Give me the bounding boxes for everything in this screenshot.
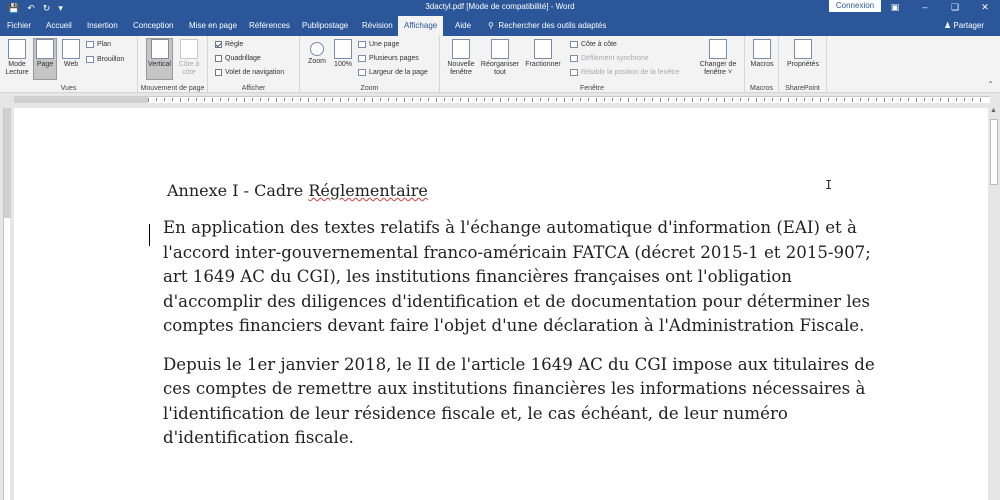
- ruler-tick: [772, 98, 773, 101]
- ruler-tick: [388, 98, 389, 101]
- ruler-tick: [788, 98, 789, 102]
- split-icon: [534, 39, 552, 59]
- ruler-tick: [436, 98, 437, 102]
- ruler-tick: [900, 98, 901, 101]
- ruler-tick: [276, 98, 277, 102]
- group-label-sharepoint: SharePoint: [785, 85, 820, 92]
- quadrillage-label: Quadrillage: [225, 55, 261, 62]
- ruler-tick: [612, 98, 613, 101]
- ruler-tick: [420, 98, 421, 101]
- ruler-tick: [692, 98, 693, 102]
- proprietes-button[interactable]: [785, 39, 821, 69]
- zoom-100-label: 100%: [334, 61, 352, 68]
- ruler-tick: [668, 98, 669, 101]
- tab-references[interactable]: Références: [249, 21, 290, 30]
- ruler-tick: [588, 98, 589, 101]
- ruler-tick: [956, 98, 957, 101]
- multiple-pages-icon: [358, 55, 366, 62]
- horizontal-ruler[interactable]: [0, 93, 1000, 105]
- ruler-tick: [708, 98, 709, 101]
- ruler-tick: [356, 98, 357, 101]
- group-afficher: [208, 36, 300, 93]
- largeur-label: Largeur de la page: [369, 69, 428, 76]
- side-by-side-icon: [180, 39, 198, 59]
- group-sharepoint: [779, 36, 827, 93]
- ruler-tick: [244, 98, 245, 102]
- plusieurs-pages-label: Plusieurs pages: [369, 55, 419, 62]
- retablir-label: Rétablir la position de la fenêtre: [581, 69, 680, 76]
- mouse-cursor-icon: I: [825, 178, 833, 192]
- ruler-tick: [948, 98, 949, 102]
- draft-icon: [86, 56, 94, 63]
- web-icon: [62, 39, 80, 59]
- ruler-tick: [972, 98, 973, 101]
- zoom-100-icon: [334, 39, 352, 59]
- undo-icon[interactable]: ↶: [27, 3, 35, 13]
- scroll-thumb[interactable]: [990, 119, 998, 185]
- ruler-tick: [716, 98, 717, 101]
- ruler-tick: [796, 98, 797, 101]
- ruler-tick: [468, 98, 469, 102]
- ruler-tick: [660, 98, 661, 102]
- ruler-tick: [444, 98, 445, 101]
- ruler-tick: [748, 98, 749, 101]
- ruler-tick: [764, 98, 765, 101]
- ruler-tick: [836, 98, 837, 101]
- group-label-zoom: Zoom: [360, 85, 379, 92]
- ruler-tick: [628, 98, 629, 102]
- une-page-label: Une page: [369, 41, 400, 48]
- group-label-mouvement: Mouvement de page: [140, 85, 205, 92]
- ruler-tick: [564, 98, 565, 102]
- proprietes-label: Propriétés: [787, 61, 819, 68]
- ruler-tick: [828, 98, 829, 101]
- ruler-tick: [820, 98, 821, 102]
- quadrillage-checkbox[interactable]: [215, 55, 261, 62]
- reorganiser-tout-button[interactable]: [480, 39, 520, 77]
- title-bar: [0, 0, 1000, 16]
- ruler-tick: [412, 98, 413, 101]
- checkbox-icon: [215, 69, 222, 76]
- maximize-icon[interactable]: ❑: [950, 2, 960, 12]
- ruler-tick: [924, 98, 925, 101]
- ruler-tick: [700, 98, 701, 101]
- document-heading: [167, 180, 893, 202]
- plan-icon: [86, 41, 94, 48]
- ruler-tick: [204, 98, 205, 101]
- ruler-tick: [500, 98, 501, 102]
- web-view-button[interactable]: [60, 39, 82, 69]
- checkbox-checked-icon: [215, 41, 222, 48]
- ruler-tick: [636, 98, 637, 101]
- ruler-tick: [732, 98, 733, 101]
- ruler-tick: [876, 98, 877, 101]
- ruler-tick: [212, 98, 213, 102]
- customize-icon[interactable]: ▾: [58, 3, 63, 13]
- ruler-tick: [516, 98, 517, 101]
- ruler-tick: [980, 98, 981, 102]
- ruler-tick: [532, 98, 533, 102]
- ruler-tick: [908, 98, 909, 101]
- ruler-tick: [964, 98, 965, 101]
- ruler-tick: [780, 98, 781, 101]
- book-icon: [8, 39, 26, 59]
- cote-a-cote-view-label: Côte à côte: [178, 61, 200, 76]
- tab-affichage[interactable]: Affichage: [398, 16, 443, 36]
- ruler-tick: [940, 98, 941, 101]
- group-label-macros: Macros: [750, 85, 773, 92]
- ruler-tick: [428, 98, 429, 101]
- group-fenetre: [440, 36, 745, 93]
- regle-label: Règle: [225, 41, 244, 48]
- reorganiser-label: Réorganiser tout: [480, 61, 520, 76]
- tab-mise-en-page[interactable]: Mise en page: [189, 21, 238, 30]
- ruler-tick: [252, 98, 253, 101]
- ruler-tick: [884, 98, 885, 102]
- ruler-tick: [652, 98, 653, 101]
- cote-a-cote-view-button[interactable]: [176, 39, 202, 77]
- page-label: Page: [36, 61, 54, 68]
- fractionner-label: Fractionner: [525, 61, 561, 68]
- heading-text: Annexe I - Cadre: [167, 181, 309, 200]
- page-icon: [36, 39, 54, 59]
- vertical-ruler[interactable]: [3, 108, 10, 500]
- zoom-button[interactable]: [304, 39, 330, 66]
- one-page-icon: [358, 41, 366, 48]
- cote-a-cote-button[interactable]: [570, 41, 617, 48]
- save-icon[interactable]: 💾: [8, 3, 20, 13]
- tab-revision[interactable]: Révision: [362, 21, 393, 30]
- ruler-tick: [180, 98, 181, 102]
- group-label-fenetre: Fenêtre: [579, 85, 605, 92]
- defilement-label: Défilement synchrone: [581, 55, 649, 62]
- reset-window-icon: [570, 69, 578, 76]
- window-controls: [880, 0, 1000, 16]
- paragraph-2: Depuis le 1er janvier 2018, le II de l'article 1649 AC du CGI impose aux titulaires de ces comptes de remettre aux institutions financières les informations nécessaires à l'identification de leur résidence fiscale et, le cas échéant, de leur numéro d'identification fiscale.: [163, 354, 875, 447]
- ruler-tick: [460, 98, 461, 101]
- minimize-icon[interactable]: –: [922, 2, 928, 12]
- ruler-tick: [548, 98, 549, 101]
- collapse-ribbon-icon[interactable]: ⌃: [987, 80, 994, 89]
- sign-in-button[interactable]: Connexion: [829, 0, 881, 12]
- plan-label: Plan: [97, 41, 112, 48]
- macros-button[interactable]: [749, 39, 775, 69]
- close-icon[interactable]: ✕: [981, 2, 989, 12]
- mode-lecture-label: Mode Lecture: [5, 61, 29, 76]
- heading-misspelled-word: Réglementaire: [308, 181, 428, 200]
- tell-me-label: Rechercher des outils adaptés: [498, 21, 607, 30]
- page-width-icon: [358, 69, 366, 76]
- ruler-tick: [284, 98, 285, 101]
- web-label: Web: [63, 61, 79, 68]
- ruler-tick: [372, 98, 373, 102]
- ruler-tick: [236, 98, 237, 101]
- une-page-button[interactable]: [358, 41, 399, 48]
- ruler-tick: [604, 98, 605, 101]
- macros-label: Macros: [750, 61, 774, 68]
- ruler-tick: [860, 98, 861, 101]
- ruler-tick: [740, 98, 741, 101]
- ruler-tick: [852, 98, 853, 102]
- defilement-synchrone-button[interactable]: [570, 55, 649, 62]
- vertical-ruler-margin: [4, 108, 11, 218]
- ruler-tick: [316, 98, 317, 101]
- ribbon-display-icon[interactable]: ▣: [890, 2, 900, 12]
- tab-aide[interactable]: Aide: [455, 21, 472, 30]
- ruler-tick: [492, 98, 493, 101]
- ruler-tick: [684, 98, 685, 101]
- arrange-all-icon: [491, 39, 509, 59]
- document-page[interactable]: [14, 108, 988, 500]
- person-icon: ♟: [944, 21, 952, 30]
- ruler-tick: [188, 98, 189, 101]
- tab-fichier[interactable]: Fichier: [7, 21, 32, 30]
- ruler-tick: [156, 98, 157, 101]
- ruler-tick: [220, 98, 221, 101]
- ruler-tick: [172, 98, 173, 101]
- group-mouvement: [138, 36, 208, 93]
- redo-icon[interactable]: ↻: [42, 3, 51, 13]
- ruler-tick: [404, 98, 405, 102]
- retablir-position-button[interactable]: [570, 69, 679, 76]
- new-window-icon: [452, 39, 470, 59]
- ruler-tick: [348, 98, 349, 101]
- switch-window-icon: [709, 39, 727, 59]
- nouvelle-fenetre-label: Nouvelle fenêtre: [447, 61, 475, 76]
- zoom-label: Zoom: [308, 58, 326, 65]
- ruler-tick: [804, 98, 805, 101]
- fractionner-button[interactable]: [522, 39, 564, 69]
- brouillon-label: Brouillon: [97, 56, 125, 63]
- ruler-bar: [148, 96, 990, 103]
- changer-fenetre-button[interactable]: Changer de fenêtre ˅: [696, 39, 740, 77]
- ruler-tick: [260, 98, 261, 101]
- ruler-tick: [324, 98, 325, 101]
- share-label: Partager: [953, 21, 985, 30]
- ribbon-tabs: [0, 16, 1000, 36]
- ruler-tick: [892, 98, 893, 101]
- volet-label: Volet de navigation: [225, 69, 285, 76]
- ruler-margin: [14, 96, 148, 103]
- ruler-tick: [268, 98, 269, 101]
- ruler-tick: [484, 98, 485, 101]
- ruler-tick: [380, 98, 381, 101]
- zoom-100-button[interactable]: [332, 39, 354, 69]
- vertical-label: Vertical: [148, 61, 171, 68]
- scroll-up-icon[interactable]: ▲: [990, 107, 997, 114]
- vertical-pages-icon: [151, 39, 169, 59]
- share-button[interactable]: [944, 16, 984, 36]
- nouvelle-fenetre-button[interactable]: [444, 39, 478, 77]
- mode-lecture-button[interactable]: [3, 39, 31, 77]
- ruler-tick: [196, 98, 197, 101]
- changer-label: Changer de fenêtre: [699, 61, 737, 76]
- ruler-tick: [724, 98, 725, 102]
- vertical-button[interactable]: [146, 38, 173, 80]
- ruler-tick: [916, 98, 917, 102]
- group-vues: [0, 36, 138, 93]
- ruler-tick: [932, 98, 933, 101]
- group-zoom: [300, 36, 440, 93]
- ruler-tick: [556, 98, 557, 101]
- properties-icon: [794, 39, 812, 59]
- ruler-tick: [300, 98, 301, 101]
- ruler-tick: [844, 98, 845, 101]
- ruler-tick: [596, 98, 597, 102]
- tell-me-search[interactable]: [488, 16, 606, 36]
- ruler-tick: [676, 98, 677, 101]
- plan-button[interactable]: [86, 41, 111, 48]
- lightbulb-icon: ⚲: [488, 21, 494, 30]
- ruler-tick: [524, 98, 525, 101]
- ruler-tick: [644, 98, 645, 101]
- sync-scroll-icon: [570, 55, 578, 62]
- brouillon-button[interactable]: [86, 56, 124, 63]
- ruler-tick: [868, 98, 869, 101]
- ruler-tick: [364, 98, 365, 101]
- ruler-tick: [308, 98, 309, 102]
- ruler-tick: [580, 98, 581, 101]
- ruler-tick: [228, 98, 229, 101]
- page-view-button[interactable]: [33, 38, 57, 80]
- document-body[interactable]: [163, 180, 893, 451]
- group-macros: [745, 36, 779, 93]
- ruler-tick: [756, 98, 757, 102]
- ribbon: [0, 36, 1000, 93]
- ruler-tick: [812, 98, 813, 101]
- plusieurs-pages-button[interactable]: [358, 55, 419, 62]
- text-cursor: [149, 224, 150, 246]
- tab-publipostage[interactable]: Publipostage: [302, 21, 349, 30]
- macros-icon: [753, 39, 771, 59]
- window-title: 3dactyl.pdf [Mode de compatibilité] - Word: [425, 2, 575, 11]
- vertical-scrollbar[interactable]: [988, 105, 1000, 500]
- paragraph-1: En application des textes relatifs à l'échange automatique d'information (EAI) et à l'accord inter-gouvernemental franco-américain FATCA (décret 2015-1 et 2015-907; art 1649 AC du CGI), les institutions financières françaises ont l'obligation d'accomplir des diligences d'identification et de documentation pour déterminer les comptes financiers devant faire l'objet d'une déclaration à l'Administration Fiscale.: [163, 218, 871, 335]
- group-label-afficher: Afficher: [241, 85, 266, 92]
- tab-insertion[interactable]: Insertion: [87, 21, 118, 30]
- ruler-tick: [292, 98, 293, 101]
- cote-a-cote-label: Côte à côte: [581, 41, 617, 48]
- checkbox-icon: [215, 55, 222, 62]
- ruler-tick: [508, 98, 509, 101]
- tab-conception[interactable]: Conception: [133, 21, 174, 30]
- regle-checkbox[interactable]: [215, 41, 243, 48]
- ruler-tick: [476, 98, 477, 101]
- side-by-side-small-icon: [570, 41, 578, 48]
- tab-accueil[interactable]: Accueil: [46, 21, 72, 30]
- ruler-tick: [164, 98, 165, 101]
- ruler-tick: [452, 98, 453, 101]
- volet-navigation-checkbox[interactable]: [215, 69, 284, 76]
- ruler-tick: [572, 98, 573, 101]
- largeur-page-button[interactable]: [358, 69, 428, 76]
- ruler-tick: [540, 98, 541, 101]
- ruler-tick: [332, 98, 333, 101]
- magnifier-icon: [310, 42, 324, 56]
- ruler-tick: [620, 98, 621, 101]
- ruler-tick: [148, 98, 149, 102]
- ruler-tick: [396, 98, 397, 101]
- ruler-tick: [340, 98, 341, 102]
- group-label-vues: Vues: [60, 85, 77, 92]
